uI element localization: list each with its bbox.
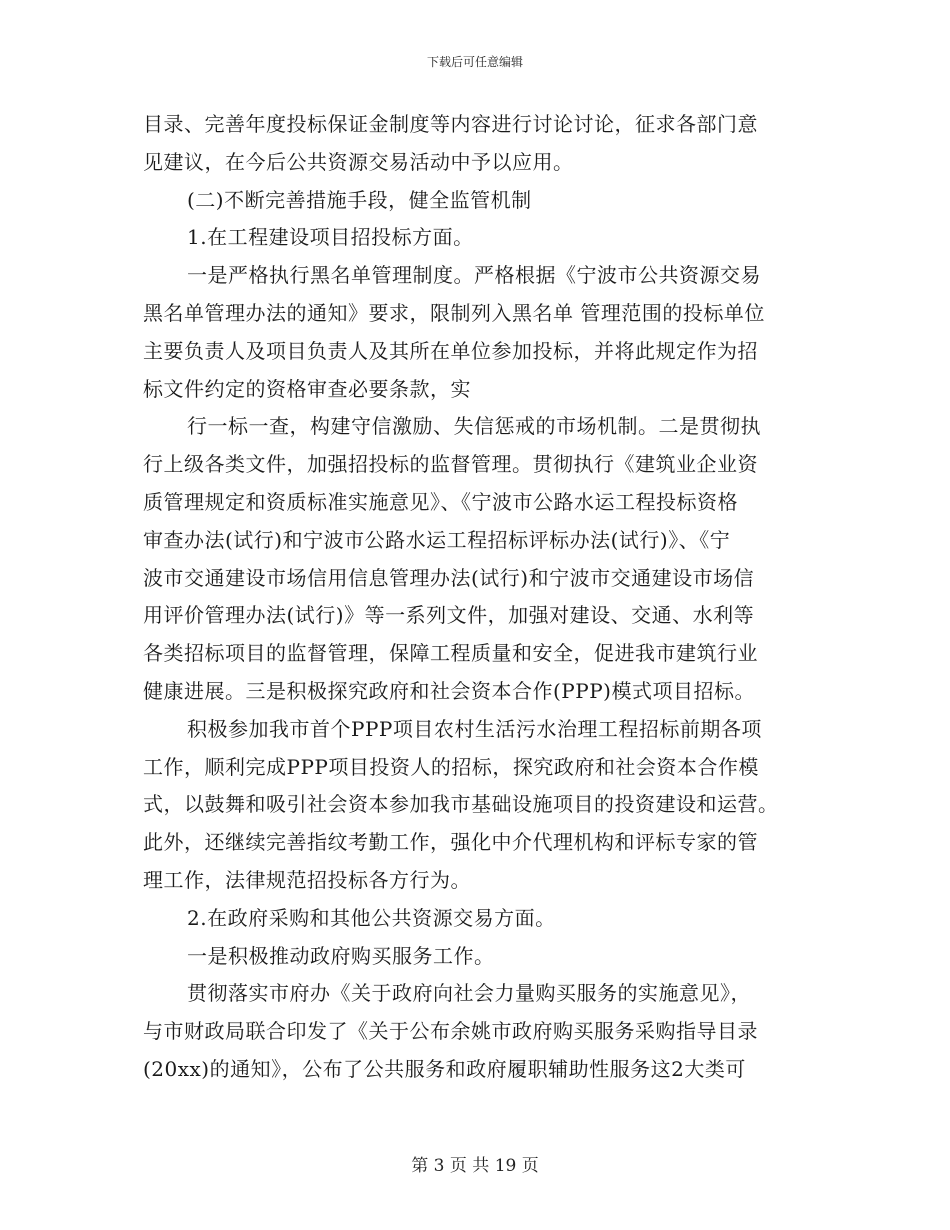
text-line: 主要负责人及项目负责人及其所在单位参加投标，并将此规定作为招 [143,338,758,363]
text-line: 标文件约定的资格审查必要条款，实 [143,376,471,401]
page-footer: 第 3 页 共 19 页 [411,1156,539,1176]
text-line: 此外，还继续完善指纹考勤工作，强化中介代理机构和评标专家的管 [143,830,758,855]
text-line: 质管理规定和资质标准实施意见》、《宁波市公路水运工程投标资格 [143,489,738,514]
text-line: 黑名单管理办法的通知》要求，限制列入黑名单 管理范围的投标单位 [143,300,765,325]
text-line: 一是严格执行黑名单管理制度。严格根据《宁波市公共资源交易 [187,263,761,288]
text-line: 式，以鼓舞和吸引社会资本参加我市基础设施项目的投资建设和运营。 [143,792,779,817]
text-line: 审查办法(试行)和宁波市公路水运工程招标评标办法(试行)》、《宁 [143,527,731,552]
text-line: 见建议，在今后公共资源交易活动中予以应用。 [143,149,574,174]
text-line: 一是积极推动政府购买服务工作。 [187,943,495,968]
text-line: 工作，顺利完成PPP项目投资人的招标，探究政府和社会资本合作模 [143,754,759,779]
text-line: 目录、完善年度投标保证金制度等内容进行讨论讨论，征求各部门意 [143,112,758,136]
section-heading: (二)不断完善措施手段，健全监管机制 [187,187,532,212]
text-line: 与市财政局联合印发了《关于公布余姚市政府购买服务采购指导目录 [143,1019,758,1044]
text-line: 行上级各类文件，加强招投标的监督管理。贯彻执行《建筑业企业资 [143,452,758,477]
sub-heading: 1.在工程建设项目招投标方面。 [187,225,474,250]
page-header: 下载后可任意编辑 [426,55,523,69]
document-body [143,106,813,1089]
sub-heading: 2.在政府采购和其他公共资源交易方面。 [187,905,556,930]
text-line: 行一标一查，构建守信激励、失信惩戒的市场机制。二是贯彻执 [187,414,761,439]
text-line: (20xx)的通知》，公布了公共服务和政府履职辅助性服务这2大类可 [143,1056,746,1081]
text-line: 贯彻落实市府办《关于政府向社会力量购买服务的实施意见》， [187,981,751,1006]
text-line: 理工作，法律规范招投标各方行为。 [143,867,471,892]
text-line: 各类招标项目的监督管理，保障工程质量和安全，促进我市建筑行业 [143,641,758,666]
text-line: 健康进展。三是积极探究政府和社会资本合作(PPP)模式项目招标。 [143,678,755,703]
text-line: 积极参加我市首个PPP项目农村生活污水治理工程招标前期各项 [187,716,762,741]
text-line: 波市交通建设市场信用信息管理办法(试行)和宁波市交通建设市场信 [143,565,755,590]
text-line: 用评价管理办法(试行)》等一系列文件，加强对建设、交通、水利等 [143,603,755,628]
